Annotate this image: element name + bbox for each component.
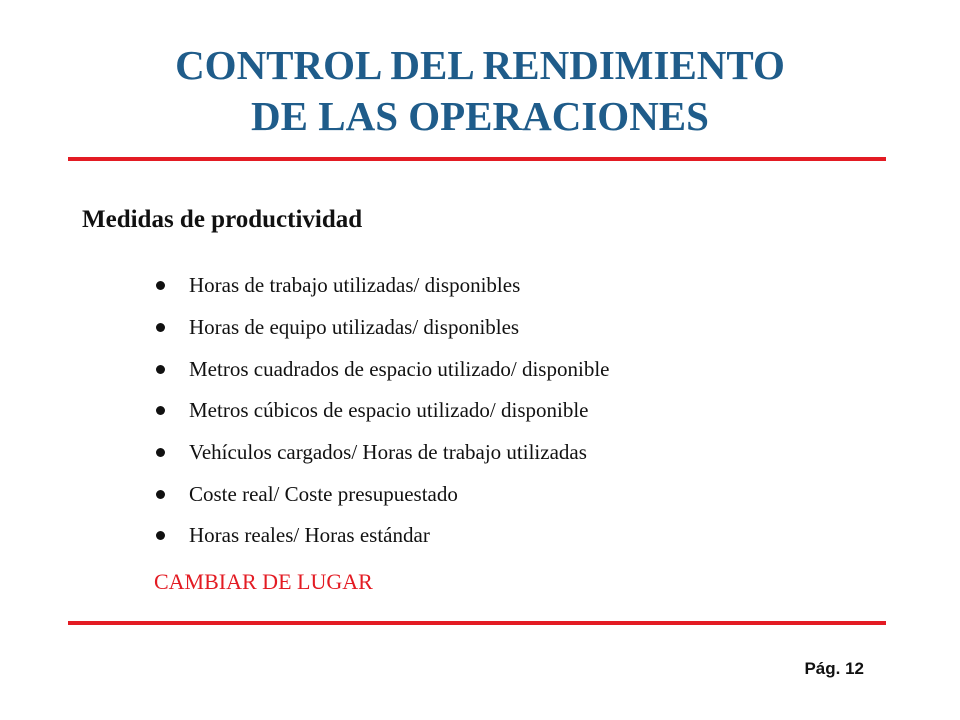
list-item-text: Metros cuadrados de espacio utilizado/ disponible — [189, 356, 610, 381]
bullet-list — [156, 265, 609, 557]
bullet-icon — [156, 323, 165, 332]
list-item-text: Horas de equipo utilizadas/ disponibles — [189, 315, 520, 340]
bullet-icon — [156, 365, 165, 374]
list-item-text: Coste real/ Coste presupuestado — [189, 481, 458, 506]
top-divider — [68, 157, 886, 161]
slide-title-line-2: DE LAS OPERACIONES — [251, 93, 709, 139]
list-item — [156, 348, 609, 390]
list-item — [156, 390, 609, 432]
bullet-icon — [156, 406, 165, 415]
section-subtitle: Medidas de productividad — [82, 206, 363, 233]
list-item-text: Horas de trabajo utilizadas/ disponibles — [189, 273, 521, 298]
page-number: Pág. 12 — [804, 659, 864, 678]
bullet-icon — [156, 281, 165, 290]
list-item — [156, 432, 609, 474]
bullet-icon — [156, 531, 165, 540]
list-item — [156, 473, 609, 515]
bottom-divider — [68, 621, 886, 625]
list-item-text: Metros cúbicos de espacio utilizado/ disponible — [189, 398, 589, 423]
list-item-text: Vehículos cargados/ Horas de trabajo utilizadas — [189, 440, 587, 465]
list-item — [156, 515, 609, 557]
change-location-note: CAMBIAR DE LUGAR — [154, 569, 373, 594]
slide-title — [0, 40, 960, 142]
bullet-icon — [156, 448, 165, 457]
list-item-text: Horas reales/ Horas estándar — [189, 523, 430, 548]
slide-title-line-1: CONTROL DEL RENDIMIENTO — [175, 42, 785, 88]
list-item — [156, 265, 609, 307]
list-item — [156, 307, 609, 349]
bullet-icon — [156, 490, 165, 499]
